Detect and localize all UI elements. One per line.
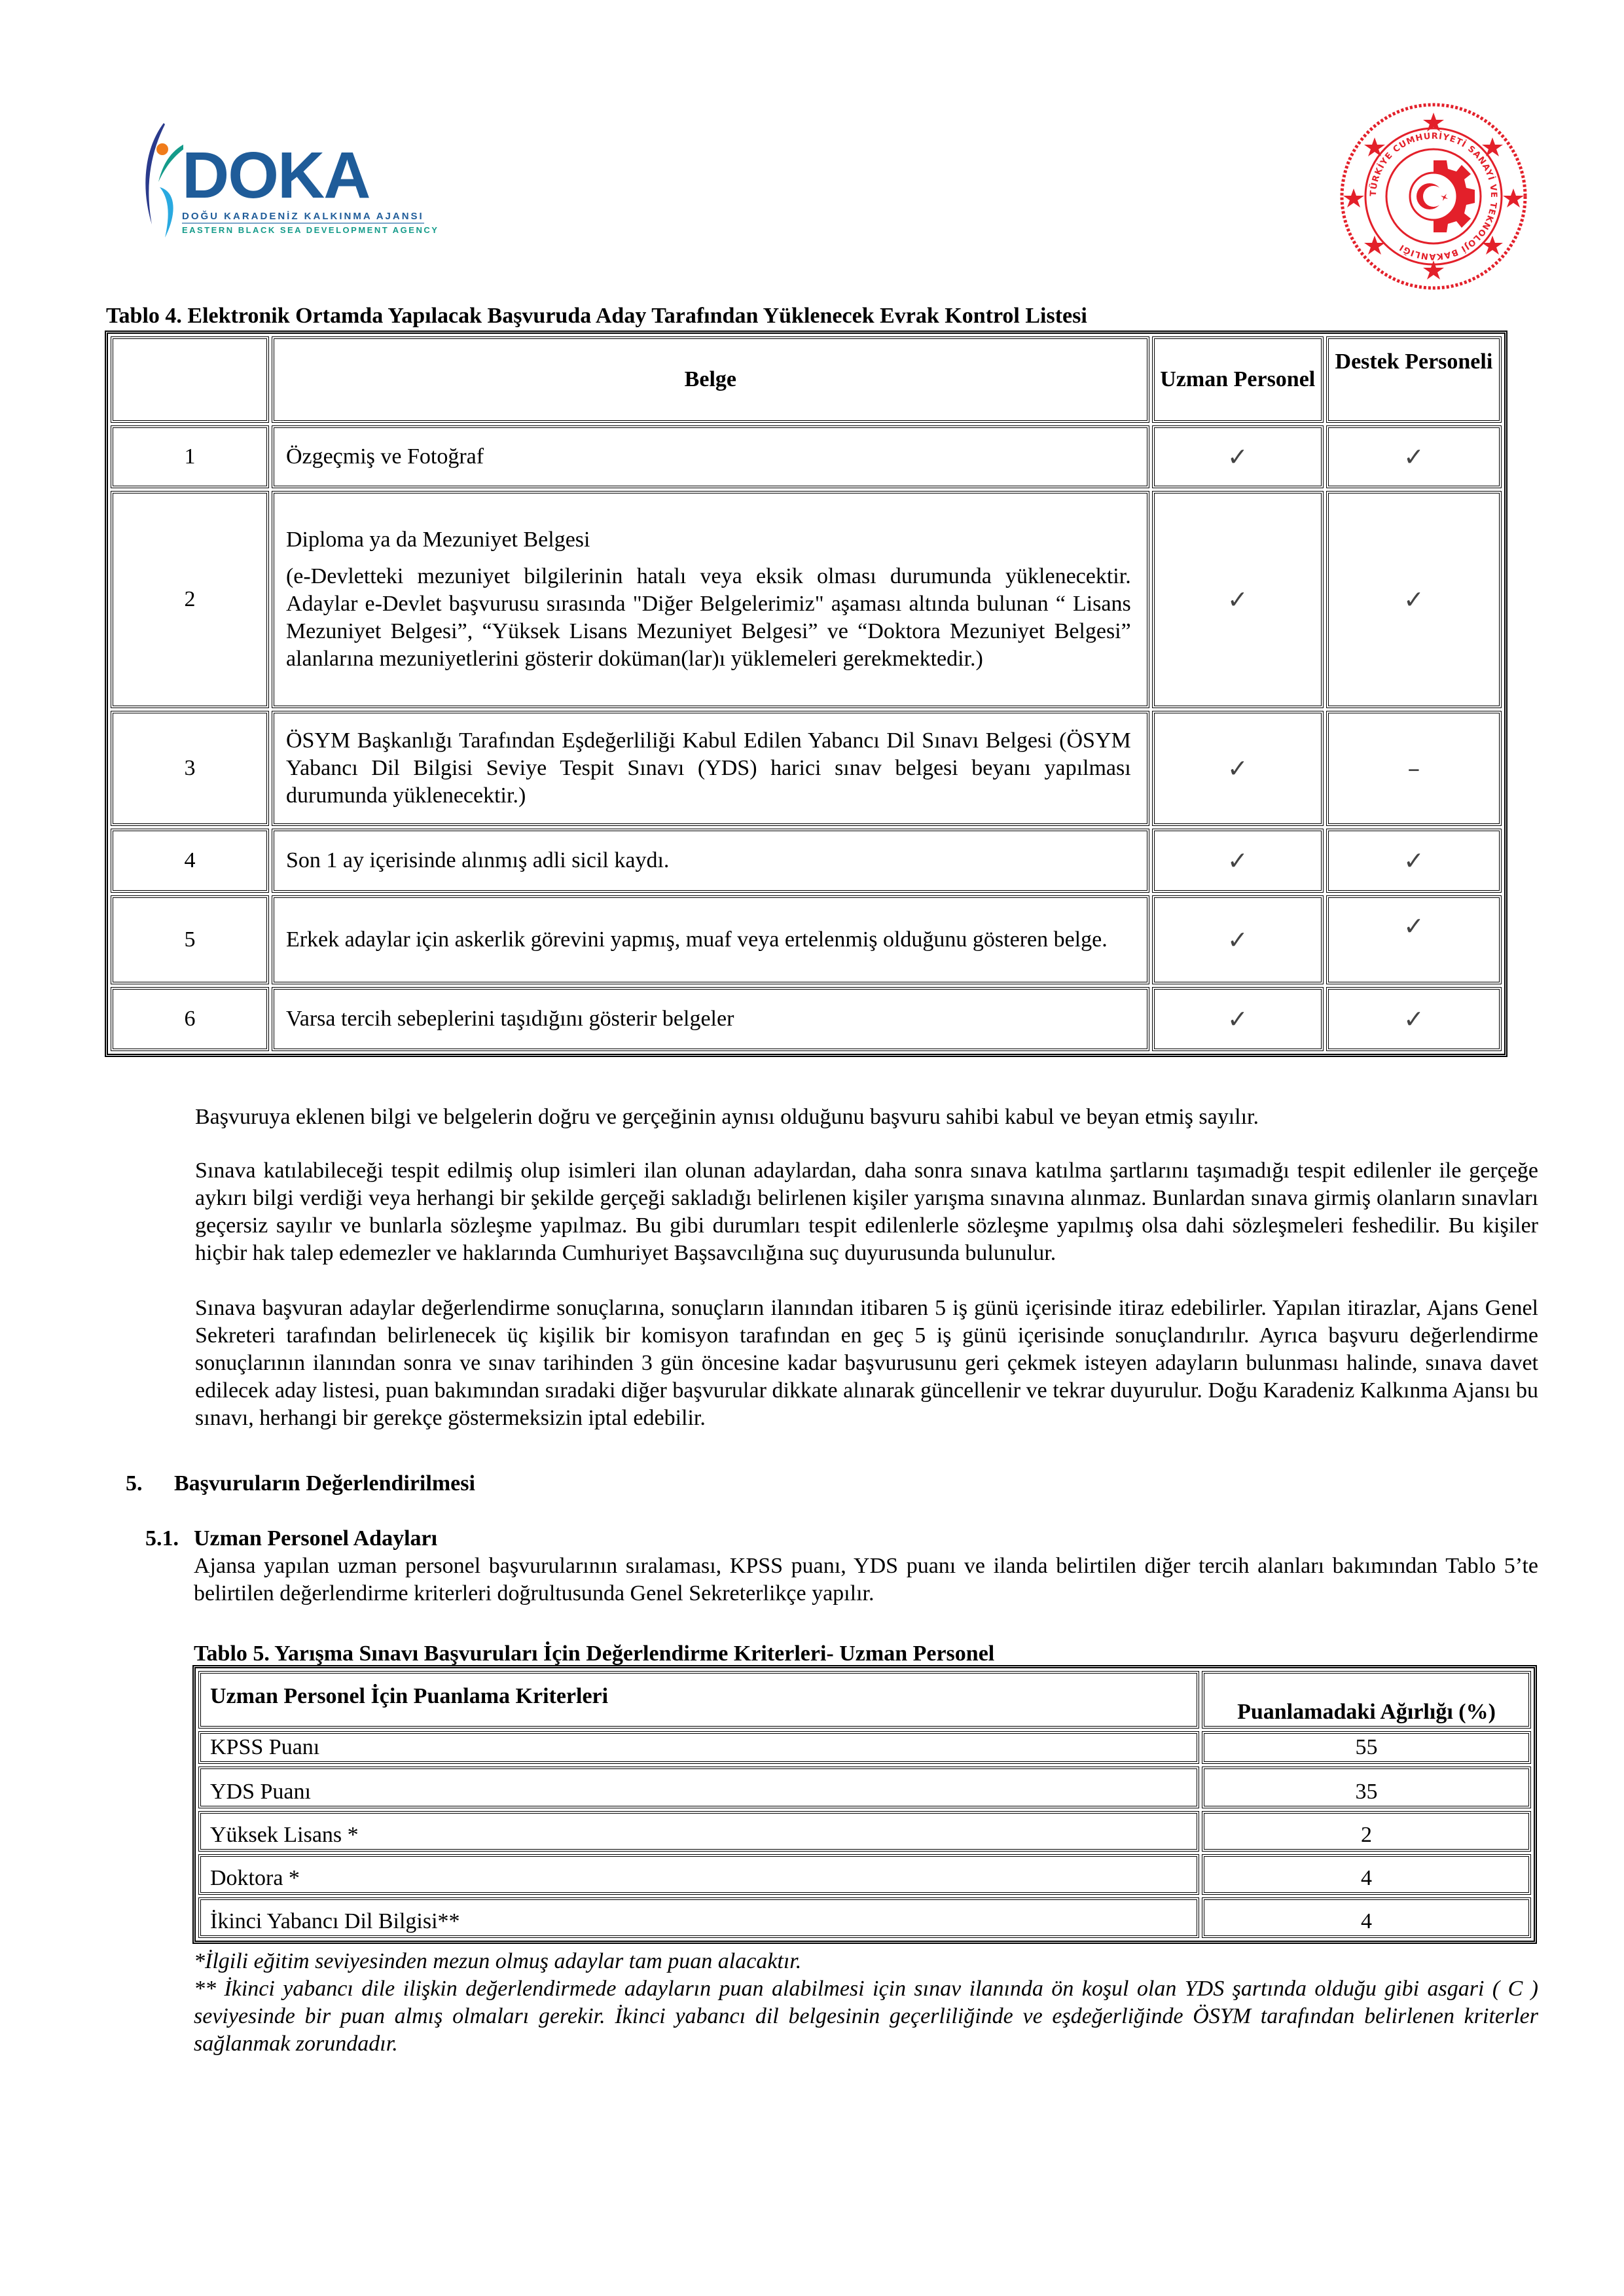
doka-wordmark: DOKA: [182, 139, 370, 212]
table5-caption: Tablo 5. Yarışma Sınavı Başvuruları İçin Değerlendirme Kriterleri- Uzman Personel: [194, 1641, 995, 1666]
destek-check-icon: ✓: [1326, 895, 1502, 984]
document-name: [272, 491, 1149, 708]
table-header-row: [111, 336, 1502, 423]
document-name: Özgeçmiş ve Fotoğraf: [272, 425, 1149, 488]
declaration-paragraph: Başvuruya eklenen bilgi ve belgelerin doğru ve gerçeğinin aynısı olduğunu başvuru sahibi kabul ve beyan etmiş sayılır.: [195, 1105, 1259, 1129]
table-header-row: [198, 1671, 1531, 1729]
section-number: 5.: [126, 1471, 143, 1496]
col-header-belge: Belge: [272, 336, 1149, 423]
criterion-weight: 2: [1202, 1811, 1531, 1852]
table-row: [198, 1897, 1531, 1938]
section-5-1-heading: [145, 1526, 437, 1551]
document-name: Erkek adaylar için askerlik görevini yapmış, muaf veya ertelenmiş olduğunu gösteren belge.: [272, 895, 1149, 984]
row-number: 5: [111, 895, 269, 984]
uzman-check-icon: ✓: [1152, 425, 1324, 488]
subsection-number: 5.1.: [145, 1526, 179, 1551]
document-note: (e-Devletteki mezuniyet bilgilerinin hatalı veya eksik olması durumunda yüklenecektir. Adaylar e-Devlet başvurusu sırasında "Diğer Belgelerimiz" aşaması altında bulunan “ Lisans Mezuniyet Belgesi”, “Yüksek Lisans Mezuniyet Belgesi” ve “Doktora Mezuniyet Belgesi” alanlarına mezuniyetlerini gösterir doküman(lar)ı yüklemeleri gerekmektedir.): [285, 564, 1131, 671]
criterion-name: Doktora *: [198, 1854, 1199, 1895]
uzman-check-icon: ✓: [1152, 895, 1324, 984]
row-number: 4: [111, 829, 269, 893]
doka-logo: [131, 110, 439, 241]
row-number: 1: [111, 425, 269, 488]
ministry-seal-logo: [1335, 98, 1532, 295]
col-header-no: [111, 336, 269, 423]
destek-check-icon: ✓: [1326, 425, 1502, 488]
table5-footnote-2: ** İkinci yabancı dile ilişkin değerlendirmede adayların puan alabilmesi için sınav ilanında ön koşul olan YDS şartında olduğu gibi asgari ( C ) seviyesinde bir puan almış olmaları gerekir. İkinci yabancı dil belgesinin geçerliliğinde ve eşdeğerliğinde ÖSYM tarafından belirlenen kriterler sağlanmak zorundadır.: [194, 1977, 1538, 2056]
criterion-weight: 35: [1202, 1767, 1531, 1808]
row-number: 6: [111, 987, 269, 1051]
uzman-check-icon: ✓: [1152, 829, 1324, 893]
criterion-name: Yüksek Lisans *: [198, 1811, 1199, 1852]
uzman-check-icon: ✓: [1152, 491, 1324, 708]
destek-check-icon: ✓: [1326, 987, 1502, 1051]
section-5-1-body: Ajansa yapılan uzman personel başvurularının sıralaması, KPSS puanı, YDS puanı ve ilanda belirtilen diğer tercih alanları bakımından Tablo 5’te belirtilen değerlendirme kriterleri doğrultusunda Genel Sekreterlikçe yapılır.: [194, 1554, 1538, 1605]
uzman-check-icon: ✓: [1152, 987, 1324, 1051]
criterion-weight: 4: [1202, 1854, 1531, 1895]
table-row: [198, 1767, 1531, 1808]
table4-caption: Tablo 4. Elektronik Ortamda Yapılacak Başvuruda Aday Tarafından Yüklenecek Evrak Kontrol Listesi: [106, 304, 1087, 328]
destek-check-icon: ✓: [1326, 829, 1502, 893]
destek-check-icon: ✓: [1326, 491, 1502, 708]
col-header-uzman: Uzman Personel: [1152, 336, 1324, 423]
table-row: [198, 1854, 1531, 1895]
table-row: [111, 425, 1502, 488]
table5-footnote-1: *İlgili eğitim seviyesinden mezun olmuş adaylar tam puan alacaktır.: [194, 1949, 802, 1973]
document-name: Son 1 ay içerisinde alınmış adli sicil kaydı.: [272, 829, 1149, 893]
criterion-weight: 4: [1202, 1897, 1531, 1938]
doka-subtitle-en: EASTERN BLACK SEA DEVELOPMENT AGENCY: [182, 225, 439, 235]
uzman-check-icon: ✓: [1152, 711, 1324, 826]
section-title: Başvuruların Değerlendirilmesi: [174, 1471, 475, 1496]
subsection-title: Uzman Personel Adayları: [194, 1526, 438, 1551]
eligibility-paragraph: Sınava katılabileceği tespit edilmiş olup isimleri ilan olunan adaylardan, daha sonra sınava katılma şartlarını taşımadığı tespit edilenler ile gerçeğe aykırı bilgi verdiği veya herhangi bir şekilde gerçeği sakladığı belirlenen kişiler yarışma sınavına alınmaz. Bunlardan sınava girmiş olanların sınavları geçersiz sayılır ve bunlarla sözleşme yapılmaz. Bu gibi durumları tespit edilenlerle sözleşme yapılmış olsa dahi sözleşmeleri feshedilir. Bu kişiler hiçbir hak talep edemezler ve haklarında Cumhuriyet Başsavcılığına suç duyurusunda bulunulur.: [195, 1158, 1538, 1265]
table-row: [198, 1811, 1531, 1852]
criterion-weight: 55: [1202, 1731, 1531, 1764]
doka-subtitle-tr: DOĞU KARADENİZ KALKINMA AJANSI: [182, 211, 424, 224]
table-row: [111, 895, 1502, 984]
col-header-weight: Puanlamadaki Ağırlığı (%): [1202, 1671, 1531, 1729]
doka-figure-icon: [131, 110, 183, 241]
row-number: 3: [111, 711, 269, 826]
criterion-name: YDS Puanı: [198, 1767, 1199, 1808]
row-number: 2: [111, 491, 269, 708]
section-5-heading: [126, 1471, 475, 1496]
criterion-name: İkinci Yabancı Dil Bilgisi**: [198, 1897, 1199, 1938]
document-name: Varsa tercih sebeplerini taşıdığını gösterir belgeler: [272, 987, 1149, 1051]
table-row: [111, 491, 1502, 708]
table-row: [111, 987, 1502, 1051]
table-row: [111, 829, 1502, 893]
table-row: [111, 711, 1502, 826]
table-row: [198, 1731, 1531, 1764]
ministry-seal-icon: [1335, 98, 1532, 295]
document-title: Diploma ya da Mezuniyet Belgesi: [285, 528, 590, 552]
evaluation-criteria-table: [192, 1665, 1537, 1944]
document-name: ÖSYM Başkanlığı Tarafından Eşdeğerliliği Kabul Edilen Yabancı Dil Sınavı Belgesi (ÖSYM Yabancı Dil Bilgisi Seviye Tespit Sınavı (YDS) harici sınav belgesi beyanı yapılması durumunda yüklenecektir.): [272, 711, 1149, 826]
criterion-name: KPSS Puanı: [198, 1731, 1199, 1764]
svg-text:TÜRKİYE CUMHURİYETİ SANAYİ VE: TÜRKİYE CUMHURİYETİ SANAYİ VE TEKNOLOJİ BAKANLIĞI: [1368, 131, 1499, 262]
document-checklist-table: [105, 331, 1507, 1057]
col-header-destek: Destek Personeli: [1326, 336, 1502, 423]
destek-dash-icon: –: [1326, 711, 1502, 826]
col-header-criteria: Uzman Personel İçin Puanlama Kriterleri: [198, 1671, 1199, 1729]
objection-paragraph: Sınava başvuran adaylar değerlendirme sonuçlarına, sonuçların ilanından itibaren 5 iş günü içerisinde itiraz edebilirler. Yapılan itirazlar, Ajans Genel Sekreteri tarafından belirlenecek üç kişilik bir komisyon tarafından en geç 5 iş günü içerisinde sonuçlandırılır. Ayrıca başvuru değerlendirme sonuçlarının ilanından sonra ve sınav tarihinden 3 gün öncesine kadar başvurusunu geri çekmek isteyen adayların bulunması halinde, sınava davet edilecek aday listesi, puan bakımından sıradaki diğer başvurular dikkate alınarak güncellenir ve tekrar duyurulur. Doğu Karadeniz Kalkınma Ajansı bu sınavı, herhangi bir gerekçe göstermeksizin iptal edebilir.: [195, 1296, 1538, 1430]
